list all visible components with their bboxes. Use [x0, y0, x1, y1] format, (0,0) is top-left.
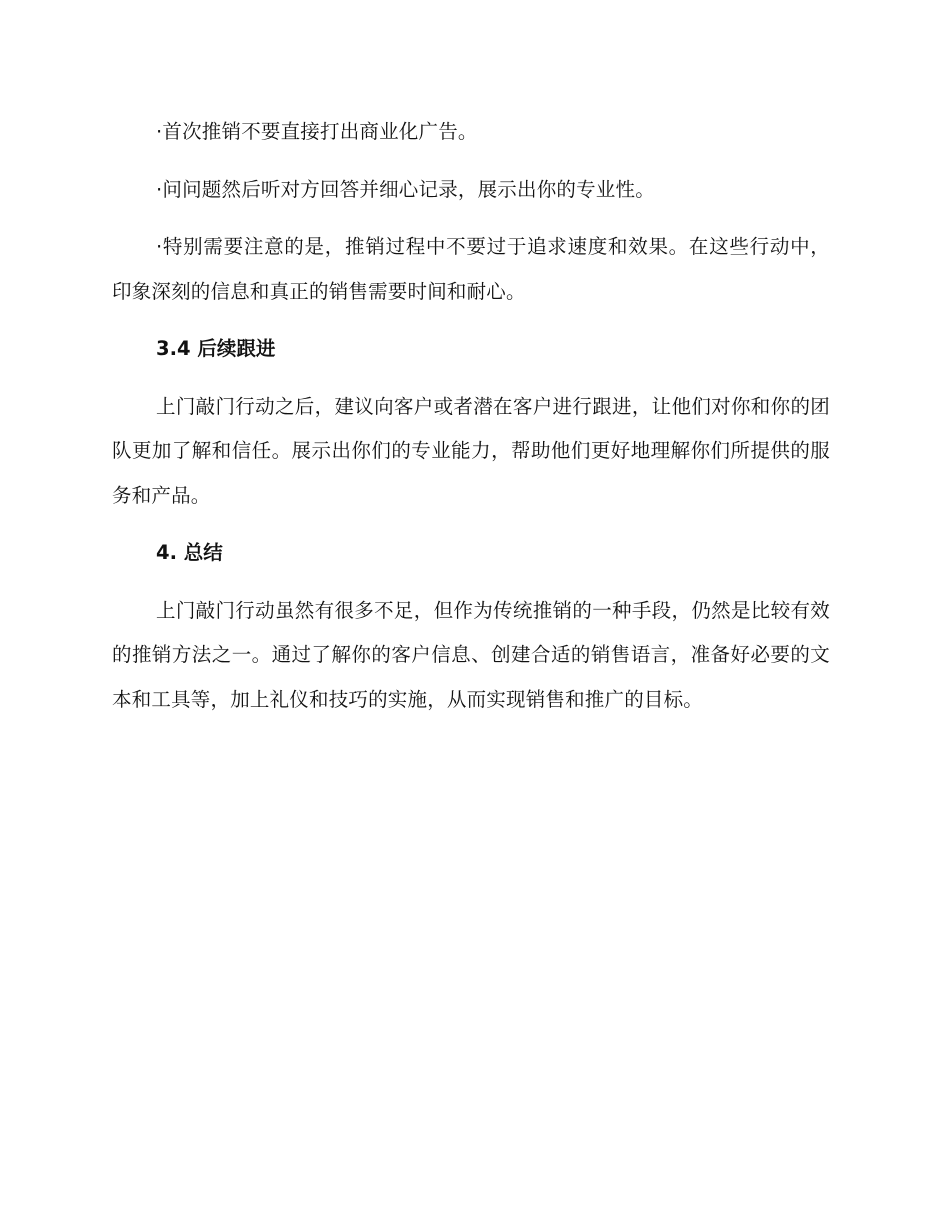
paragraph-summary: 上门敲门行动虽然有很多不足，但作为传统推销的一种手段，仍然是比较有效的推销方法之一。通过了解你的客户信息、创建合适的销售语言，准备好必要的文本和工具等，加上礼仪和技巧的实施，从而实现销售和推广的目标。 [112, 598, 830, 711]
section-heading-summary: 4. 总结 [156, 541, 223, 564]
document-body [112, 110, 830, 722]
bullet-item: ·特别需要注意的是，推销过程中不要过于追求速度和效果。在这些行动中，印象深刻的信息和真正的销售需要时间和耐心。 [112, 235, 830, 303]
paragraph-follow-up: 上门敲门行动之后，建议向客户或者潜在客户进行跟进，让他们对你和你的团队更加了解和信任。展示出你们的专业能力，帮助他们更好地理解你们所提供的服务和产品。 [112, 394, 830, 507]
bullet-item: ·首次推销不要直接打出商业化广告。 [156, 120, 478, 143]
bullet-item: ·问问题然后听对方回答并细心记录，展示出你的专业性。 [156, 177, 655, 201]
section-heading-follow-up: 3.4 后续跟进 [156, 337, 276, 360]
